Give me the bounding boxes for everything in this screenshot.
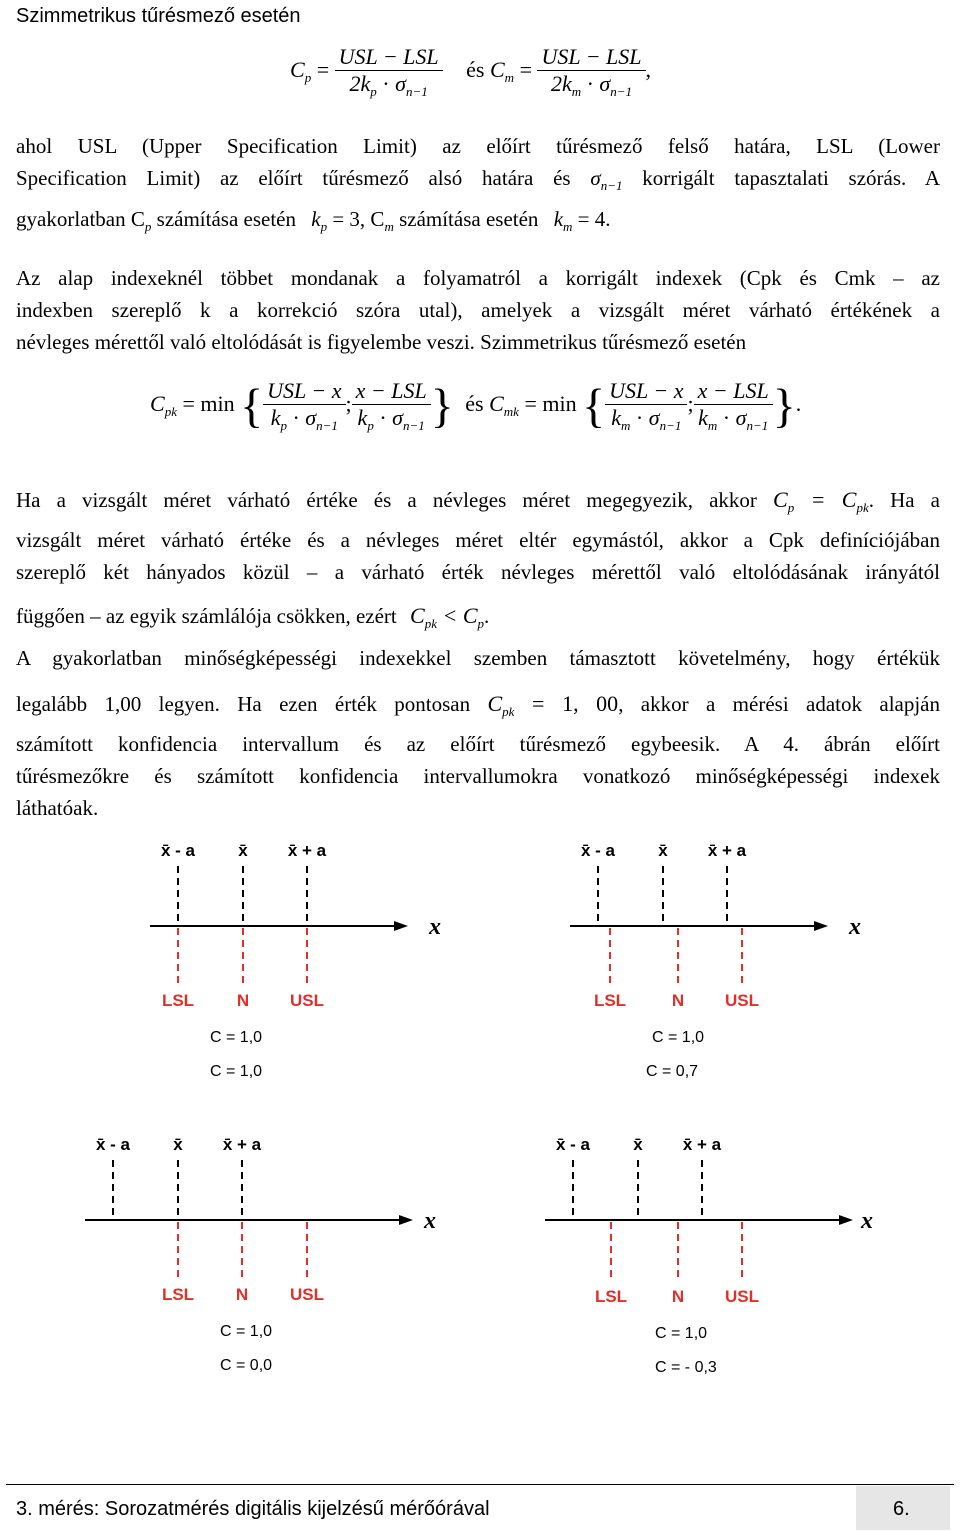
x-plus-a-label: x̄ + a [222, 1135, 262, 1154]
x-plus-a-label: x̄ + a [287, 841, 327, 860]
axis-label: x [429, 914, 441, 940]
axis-label: x [861, 1208, 873, 1234]
paragraph-cpk-comparison: Ha a vizsgált méret várható értéke és a névleges méret megegyezik, akkor $C_p = C_{pk}$. Ha a vizsgált méret várható értéke és a névleges méret eltér egymástól, akkor a Cpk definíciójában szereplő két hányados közül – a várható érték névleges mérettől való eltolódásának irányától függően – az egyik számlálója csökken, ezért $C_{pk} < C_p$. [16, 487, 940, 631]
axis-label: x [424, 1208, 436, 1234]
nominal-label: N [671, 991, 685, 1010]
formula-cpk-cmk: $C_{pk} = \min$ { $\frac{\text{USL − x}}{k_p \cdot \sigma_{n-1}}$ ; $\frac{\text{x − LSL}}{k_p \cdot \sigma_{n-1}}$ } és $C_{mk} = \min$ { $\frac{\text{USL − x}}{k_m \cdot \sigma_{n-1}}$ ; $\frac{\text{x − LSL}}{k_m \cdot \sigma_{n-1}}$ }. [150, 378, 802, 433]
footer-title: 3. mérés: Sorozatmérés digitális kijelzésű mérőórával [16, 1498, 490, 1520]
diagram-cpk-2 [570, 836, 870, 1096]
usl-label: USL [290, 991, 324, 1010]
diagram-cpk-1 [150, 836, 450, 1096]
x-plus-a-label: x̄ + a [682, 1135, 722, 1154]
footer-rule [6, 1484, 954, 1485]
cpk-value: C = 0,7 [646, 1063, 699, 1080]
paragraph-corrected-indices: Az alap indexeknél többet mondanak a folyamatról a korrigált indexek (Cpk és Cmk – az indexben szereplő k a korrekció szóra utal), amelyek a vizsgált méret várható értékének a névleges mérettől való eltolódását is figyelembe veszi. Szimmetrikus tűrésmező esetén [16, 266, 940, 354]
x-minus-a-label: x̄ - a [160, 841, 196, 860]
x-minus-a-label: x̄ - a [580, 841, 616, 860]
cpk-value: C = - 0,3 [655, 1359, 717, 1376]
x-plus-a-label: x̄ + a [707, 841, 747, 860]
usl-label: USL [290, 1285, 324, 1304]
cp-value: C = 1,0 [220, 1323, 273, 1340]
diagram-cpk-4 [545, 1130, 895, 1390]
x-bar-label: x̄ [238, 841, 248, 860]
cpk-value: C = 1,0 [210, 1063, 263, 1080]
paragraph-definitions: ahol USL (Upper Specification Limit) az előírt tűrésmező felső határa, LSL (Lower Specification Limit) az előírt tűrésmező alsó határa és $\sigma_{n-1}$ korrigált tapasztalati szórás. A gyakorlatban $C_p$ számítása esetén $k_p = 3$, $C_m$ számítása esetén $k_m = 4$. [16, 134, 941, 234]
x-minus-a-label: x̄ - a [95, 1135, 131, 1154]
diagram-cpk-3 [85, 1130, 436, 1390]
usl-label: USL [725, 991, 759, 1010]
cp-value: C = 1,0 [210, 1029, 263, 1046]
nominal-label: N [235, 1285, 249, 1304]
page-number: 6. [893, 1498, 910, 1520]
axis-arrow-icon [394, 921, 408, 931]
x-bar-label: x̄ [658, 841, 668, 860]
cpk-value: C = 0,0 [220, 1357, 273, 1374]
cp-value: C = 1,0 [652, 1029, 705, 1046]
x-bar-label: x̄ [173, 1135, 183, 1154]
nominal-label: N [236, 991, 250, 1010]
axis-arrow-icon [399, 1215, 413, 1225]
x-minus-a-label: x̄ - a [555, 1135, 591, 1154]
x-bar-label: x̄ [633, 1135, 643, 1154]
axis-label: x [849, 914, 861, 940]
section-heading: Szimmetrikus tűrésmező esetén [16, 5, 301, 27]
axis-arrow-icon [839, 1215, 853, 1225]
paragraph-requirements: A gyakorlatban minőségképességi indexekkel szemben támasztott követelmény, hogy értékük legalább 1,00 legyen. Ha ezen érték pontosan $C_{pk} = 1$, 00, akkor a mérési adatok alapján számított konfidencia intervallum és az előírt tűrésmező egybeesik. A 4. ábrán előírt tűrésmezőkre és számított konfidencia intervallumokra vonatkozó minőségképességi indexek láthatóak. [16, 646, 940, 820]
cp-value: C = 1,0 [655, 1325, 708, 1342]
usl-label: USL [725, 1287, 759, 1306]
lsl-label: LSL [161, 991, 195, 1010]
lsl-label: LSL [594, 1287, 628, 1306]
formula-cp-cm: $C_p$ = $\frac{\text{USL − LSL}}{2k_p \cdot \sigma_{n-1}}$ és $C_m$ = $\frac{\text{USL − LSL}}{2k_m \cdot \sigma_{n-1}}$ , [290, 44, 652, 99]
nominal-label: N [671, 1287, 685, 1306]
axis-arrow-icon [814, 921, 828, 931]
lsl-label: LSL [593, 991, 627, 1010]
lsl-label: LSL [161, 1285, 195, 1304]
